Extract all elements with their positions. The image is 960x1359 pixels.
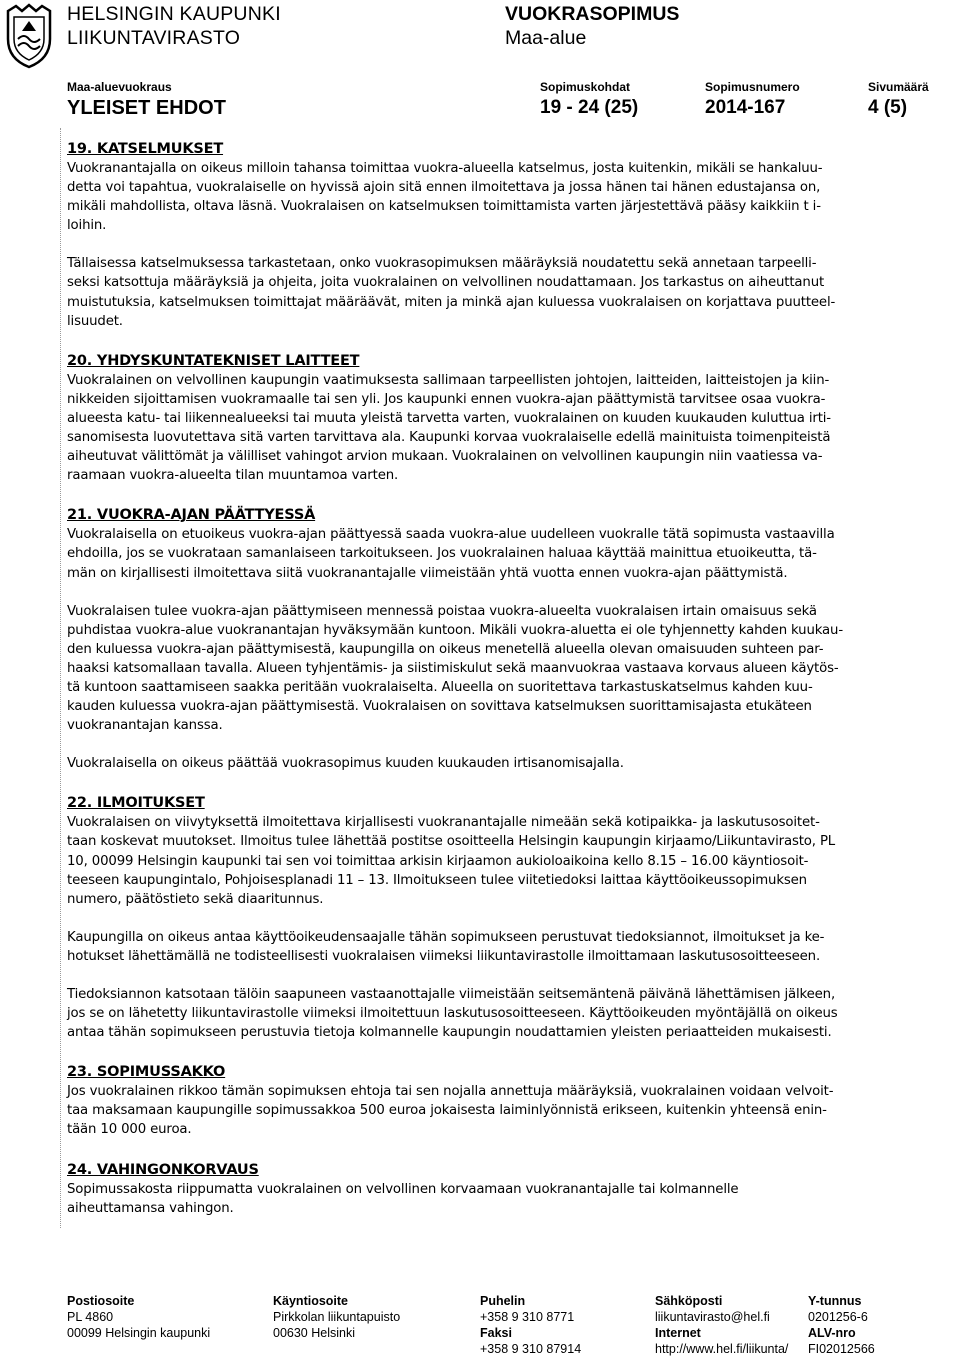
organization-line-1: HELSINGIN KAUPUNKI bbox=[67, 3, 281, 25]
paragraph bbox=[67, 928, 937, 966]
paragraph bbox=[67, 985, 937, 1042]
header-field-clauses bbox=[540, 80, 638, 120]
header-field-label: Sopimuskohdat bbox=[540, 80, 631, 94]
header-field-agreement-type bbox=[67, 80, 226, 120]
text-line: Vuokralaisen on viivytyksettä ilmoitettava kirjallisesti vuokranantajalle nimeään sekä kotipaikka- ja laskutusosoitet- bbox=[67, 815, 820, 831]
header-field-label: Sivumäärä bbox=[868, 80, 929, 94]
header-field-label: Maa-aluevuokraus bbox=[67, 80, 172, 94]
paragraph bbox=[67, 254, 937, 330]
text-line: lisuudet. bbox=[67, 313, 123, 329]
text-line: antaa tähän sopimukseen perustuvia tietoja kolmannelle kaupungin noudattamien yleisten periaatteiden mukaisesti. bbox=[67, 1025, 832, 1041]
paragraph bbox=[67, 159, 937, 235]
text-line: 10, 00099 Helsingin kaupunki tai sen voi toimittaa arkisin kirjaamon aukioloaikoina kello 8.15 – 16.00 käyntiosoit- bbox=[67, 853, 809, 869]
text-line: Tiedoksiannon katsotaan tälöin saapuneen vastaanottajalle viimeistään seitsemäntenä päivänä lähettämisen jälkeen, bbox=[67, 987, 836, 1002]
section-20 bbox=[67, 352, 937, 486]
document-subtitle: Maa-alue bbox=[505, 27, 587, 49]
text-line: alueesta katu- tai liikennealueeksi tai muuta yleistä tarvetta varten, vuokralainen on kuuden kuukauden kuluttua irti- bbox=[67, 410, 831, 426]
section-title: 22. ILMOITUKSET bbox=[67, 795, 205, 812]
header-field-page-count bbox=[868, 80, 929, 120]
footer-visiting-address bbox=[273, 1293, 400, 1341]
text-line: Vuokralaisen tulee vuokra-ajan päättymiseen mennessä poistaa vuokra-alueelta vuokralaisen irtain omaisuus sekä bbox=[67, 603, 817, 619]
section-title: 21. VUOKRA-AJAN PÄÄTTYESSÄ bbox=[67, 507, 316, 524]
footer-heading: Postiosoite bbox=[67, 1294, 135, 1308]
text-line: mikäli mahdollista, oltava läsnä. Vuokralaisen on katselmuksen toimittamista varten järjestettävä pääsy kaikkiin t i- bbox=[67, 199, 821, 215]
paragraph bbox=[67, 813, 937, 908]
paragraph bbox=[67, 1180, 937, 1218]
text-line: Sopimussakosta riippumatta vuokralainen on velvollinen korvaamaan vuokranantajalle tai kolmannelle bbox=[67, 1181, 739, 1197]
section-title: 24. VAHINGONKORVAUS bbox=[67, 1161, 259, 1178]
footer-email bbox=[655, 1293, 788, 1357]
footer-phone bbox=[480, 1293, 581, 1357]
helsinki-crest-icon bbox=[4, 3, 54, 69]
text-line: män on kirjallisesti ilmoitettava siitä vuokranantajalle viimeistään yhtä vuotta ennen vuokra-ajan päättymistä. bbox=[67, 565, 788, 581]
footer-subheading: Faksi bbox=[480, 1326, 512, 1340]
text-line: teeseen kaupungintalo, Pohjoisesplanadi 11 – 13. Ilmoitukseen tulee viitetiedoksi laittaa käyttöoikeussopimuksen bbox=[67, 872, 807, 888]
text-line: Kaupungilla on oikeus antaa käyttöoikeudensaajalle tähän sopimukseen perustuvat tiedoksiannot, ilmoitukset ja ke- bbox=[67, 929, 825, 945]
text-line: taan koskevat muutokset. Ilmoitus tulee lähettää postitse osoitteella Helsingin kaupungin kirjaamo/Liikuntavirasto, PL bbox=[67, 834, 836, 850]
text-line: den kuluessa vuokra-ajan päättymisestä, kaupungilla on oikeus menetellä alueella olevan omaisuuden suhteen par- bbox=[67, 641, 824, 657]
section-24 bbox=[67, 1161, 937, 1218]
footer-line: Pirkkolan liikuntapuisto bbox=[273, 1310, 401, 1324]
section-21 bbox=[67, 506, 937, 773]
text-line: aiheutuvat välittömät ja välilliset vahingot arvion mukaan. Vuokralainen on velvollinen kaupungin niin vaatiessa va- bbox=[67, 449, 823, 465]
text-line: Vuokralaisella on oikeus päättää vuokrasopimus kuuden kuukauden irtisanomisajalla. bbox=[67, 756, 624, 772]
footer-line: 00099 Helsingin kaupunki bbox=[67, 1326, 211, 1340]
text-line: tään 10 000 euroa. bbox=[67, 1122, 192, 1138]
text-line: hotukset lähettämällä ne todisteellisesti vuokralaisen viimeksi liikuntavirastolle ilmoittamaan laskutusosoitteeseen. bbox=[67, 948, 821, 964]
paragraph bbox=[67, 754, 937, 773]
header-field-value: 2014-167 bbox=[705, 97, 786, 118]
margin-rule bbox=[60, 128, 61, 1228]
section-title: 19. KATSELMUKSET bbox=[67, 141, 224, 157]
text-line: Vuokralainen on velvollinen kaupungin vaatimuksesta sallimaan tarpeellisten johtojen, laitteiden, laitteistojen ja kiin- bbox=[67, 372, 830, 388]
text-line: Vuokranantajalla on oikeus milloin tahansa toimittaa vuokra-alueella katselmus, josta kuitenkin, mikäli se hankaluu- bbox=[67, 161, 823, 176]
paragraph bbox=[67, 602, 937, 736]
section-22 bbox=[67, 794, 937, 1042]
text-line: aiheuttamansa vahingon. bbox=[67, 1200, 234, 1216]
text-line: puhdistaa vuokra-alue vuokranantajan hyväksymään kuntoon. Mikäli vuokra-aluetta ei ole tyhjennetty kahden kuukau- bbox=[67, 622, 843, 638]
paragraph bbox=[67, 525, 937, 582]
organization-line-2: LIIKUNTAVIRASTO bbox=[67, 27, 241, 49]
footer-line: +358 9 310 87914 bbox=[480, 1342, 582, 1356]
text-line: sanomisesta luovutettava sitä varten tarvittava ala. Kaupunki korvaa vuokralaiselle edellä mainituista toimenpiteistä bbox=[67, 430, 831, 446]
document-heading bbox=[505, 2, 679, 50]
text-line: tä kuntoon saattamiseen saakka peritään vuokralaiselta. Alueella on suoritettava tarkastuskatselmus kahden kuu- bbox=[67, 679, 813, 695]
text-line: taa maksamaan kaupungille sopimussakkoa 500 euroa jokaisesta laiminlyönnistä erikseen, kuitenkin yhteensä enin- bbox=[67, 1103, 827, 1119]
section-19 bbox=[67, 140, 937, 331]
footer-line: liikuntavirasto@hel.fi bbox=[655, 1310, 770, 1324]
text-line: Jos vuokralainen rikkoo tämän sopimuksen ehtoja tai sen nojalla annettuja määräyksiä, vuokralainen voidaan velvoit- bbox=[67, 1084, 834, 1100]
footer-heading: Sähköposti bbox=[655, 1294, 723, 1308]
footer-postal-address bbox=[67, 1293, 210, 1341]
header-field-agreement-number bbox=[705, 80, 800, 120]
header-field-label: Sopimusnumero bbox=[705, 80, 800, 94]
footer-heading: Puhelin bbox=[480, 1294, 526, 1308]
text-line: Vuokralaisella on etuoikeus vuokra-ajan päättyessä saada vuokra-alue uudelleen vuokralle tätä sopimusta vastaavilla bbox=[67, 527, 835, 543]
section-23 bbox=[67, 1063, 937, 1139]
text-line: kauden kuluessa vuokra-ajan päättymisestä. Vuokralaisen on sovittava katselmuksen suorittamisajasta etukäteen bbox=[67, 699, 812, 715]
header-field-value: 19 - 24 (25) bbox=[540, 97, 639, 118]
footer-line: http://www.hel.fi/liikunta/ bbox=[655, 1342, 789, 1356]
text-line: jos se on lähetetty liikuntavirastolle viimeksi ilmoitettuun laskutusosoitteeseen. Käyttöoikeuden myöntäjällä on oikeus bbox=[67, 1006, 838, 1022]
document-body bbox=[67, 140, 937, 1218]
text-line: loihin. bbox=[67, 218, 107, 234]
section-title: 20. YHDYSKUNTATEKNISET LAITTEET bbox=[67, 352, 360, 369]
footer-heading: Y-tunnus bbox=[808, 1294, 862, 1308]
text-line: seksi katsottuja määräyksiä ja ohjeita, joita vuokralainen on velvollinen noudattamaan. Jos tarkastus on aiheuttanut bbox=[67, 275, 825, 291]
footer-business-id bbox=[808, 1293, 875, 1357]
text-line: ehdoilla, jos se vuokrataan samanlaiseen tarkoitukseen. Jos vuokralainen haluaa käyttää mainittua etuoikeutta, tä- bbox=[67, 546, 817, 562]
text-line: detta voi tapahtua, vuokralaiselle on hyvissä ajoin sitä ennen ilmoitettava ja jossa hänen tai hänen edustajansa on, bbox=[67, 180, 821, 196]
footer-line: 0201256-6 bbox=[808, 1310, 868, 1324]
header-field-value: YLEISET EHDOT bbox=[67, 97, 226, 119]
text-line: raamaan vuokra-alueelta tilan muuntamoa varten. bbox=[67, 468, 399, 484]
header-field-value: 4 (5) bbox=[868, 97, 908, 118]
text-line: numero, päätöstieto sekä diaaritunnus. bbox=[67, 891, 324, 907]
text-line: nikkeiden sijoittamisen vuokramaalle tai sen yli. Jos kaupunki ennen vuokra-ajan päättymistä tarvitsee osaa vuokra- bbox=[67, 391, 826, 407]
document-title: VUOKRASOPIMUS bbox=[505, 3, 680, 25]
footer-line: +358 9 310 8771 bbox=[480, 1310, 575, 1324]
footer-subheading: ALV-nro bbox=[808, 1326, 856, 1340]
text-line: muistutuksia, katselmuksen toimittajat määräävät, miten ja minkä ajan kuluessa vuokralaisen on korjattava puutteel- bbox=[67, 294, 836, 310]
section-title: 23. SOPIMUSSAKKO bbox=[67, 1064, 226, 1081]
footer-line: FI02012566 bbox=[808, 1342, 875, 1356]
paragraph bbox=[67, 1082, 937, 1139]
organization-name bbox=[67, 2, 281, 50]
footer-heading: Käyntiosoite bbox=[273, 1294, 349, 1308]
text-line: Tällaisessa katselmuksessa tarkastetaan, onko vuokrasopimuksen määräyksiä noudatettu sekä annetaan tarpeelli- bbox=[67, 256, 817, 272]
paragraph bbox=[67, 371, 937, 486]
text-line: haaksi katsomallaan tavalla. Alueen tyhjentämis- ja siistimiskulut sekä maanvuokraa vastaava korvaus alueen käytös- bbox=[67, 660, 839, 676]
text-line: vuokranantajan kanssa. bbox=[67, 718, 223, 734]
footer-line: 00630 Helsinki bbox=[273, 1326, 355, 1340]
footer-subheading: Internet bbox=[655, 1326, 701, 1340]
footer-line: PL 4860 bbox=[67, 1310, 114, 1324]
